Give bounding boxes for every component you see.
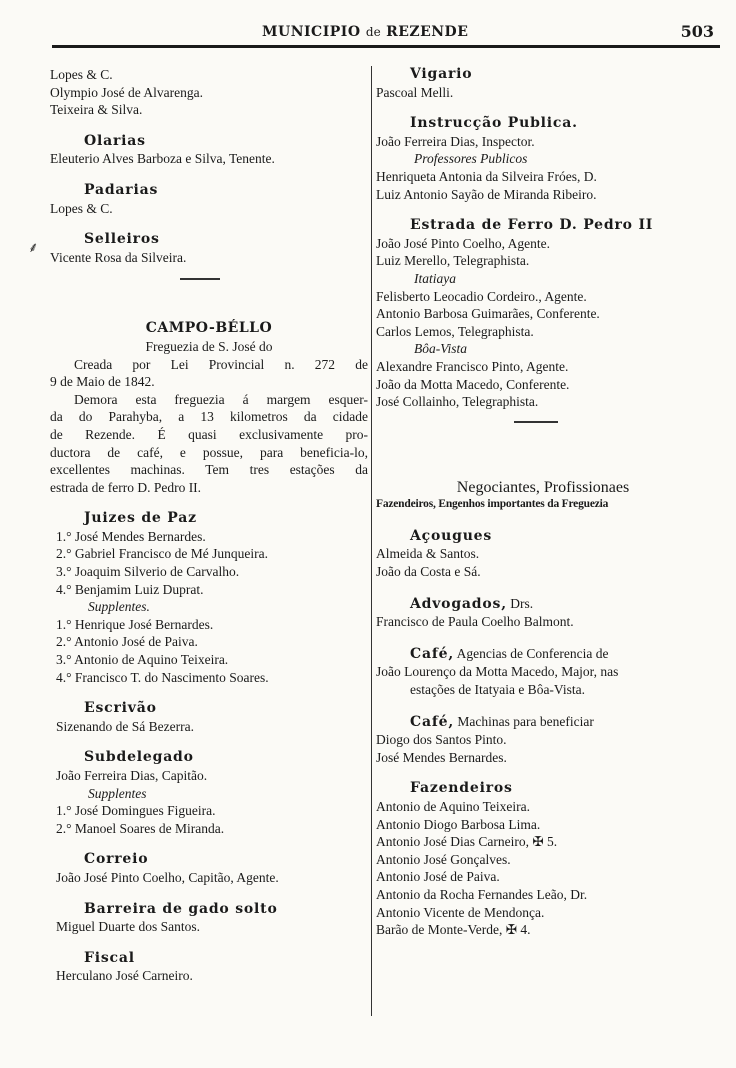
running-title-city: REZENDE [386,24,469,40]
paragraph-line: Demora esta freguezia á margem esquer- [74,391,368,407]
page-number: 503 [680,22,714,41]
list-item: Antonio José de Paiva. [376,869,500,885]
subheading-supplentes: Supplentes. [88,599,150,615]
heading-fiscal: Fiscal [84,949,135,966]
running-title-municipio: MUNICIPIO [262,24,361,40]
paragraph-line: excellentes machinas. Tem tres estações da [50,462,368,478]
heading-fazendeiros: Fazendeiros [410,780,513,797]
list-item: 2.° Antonio José de Paiva. [56,634,198,650]
heading-selleiros: Selleiros [84,231,160,248]
list-item: Francisco de Paula Coelho Balmont. [376,614,574,630]
list-item: 3.° Joaquim Silverio de Carvalho. [56,564,240,580]
heading-juizes: Juizes de Paz [84,510,197,527]
heading-escrivao: Escrivão [84,700,157,717]
list-item: Antonio Diogo Barbosa Lima. [376,816,541,832]
campo-bello-description [50,356,368,497]
header-rule [52,45,720,48]
list-item: Eleuterio Alves Barboza e Silva, Tenente. [50,151,275,167]
list-item: 1.° José Mendes Bernardes. [56,528,206,544]
list-item: Vicente Rosa da Silveira. [50,249,187,265]
list-item: Antonio da Rocha Fernandes Leão, Dr. [376,886,588,902]
negociantes-title: Negociantes, Profissionaes [456,478,630,496]
subheading-professores: Professores Publicos [414,151,528,167]
list-item: Diogo dos Santos Pinto. [376,732,507,748]
heading-instruccao: Instrucção Publica. [410,115,578,132]
list-item: 1.° José Domingues Figueira. [56,803,216,819]
list-item: estações de Itatyaia e Bôa-Vista. [410,682,585,698]
heading-cafe-label: Café, [410,645,455,662]
list-item: Antonio de Aquino Teixeira. [376,799,531,814]
paragraph-line: Creada por Lei Provincial n. 272 de [74,356,368,372]
list-item: João Lourenço da Motta Macedo, Major, nas [376,664,619,680]
list-item: Lopes & C. [50,67,113,82]
list-item: Luiz Merello, Telegraphista. [376,253,530,269]
list-item: 3.° Antonio de Aquino Teixeira. [56,652,229,668]
list-item: João Ferreira Dias, Capitão. [56,768,208,783]
paragraph-line: estrada de ferro D. Pedro II. [50,479,202,495]
list-item: Olympio José de Alvarenga. [50,84,203,100]
list-item: João José Pinto Coelho, Agente. [376,235,550,251]
paragraph-line: de Rezende. É quasi exclusivamente pro- [50,426,368,442]
list-item: Antonio José Dias Carneiro, ✠ 5. [376,834,558,850]
list-item: Henriqueta Antonia da Silveira Fróes, D. [376,168,597,184]
campo-bello-subtitle: Freguezia de S. José do [145,338,273,354]
campo-bello-title: CAMPO-BÉLLO [145,320,273,337]
margin-mark-icon: ⸙ [28,241,39,256]
heading-vigario: Vigario [410,66,473,82]
top-list [50,66,368,119]
list-item: João Ferreira Dias, Inspector. [376,133,535,149]
list-item: João da Motta Macedo, Conferente. [376,376,570,392]
paragraph-line: 9 de Maio de 1842. [50,374,155,390]
list-item: Felisberto Leocadio Cordeiro., Agente. [376,288,587,304]
paragraph-line: ductora de café, e possue, para beneficia-lo, [50,444,368,460]
heading-estrada: Estrada de Ferro D. Pedro II [410,217,654,234]
list-item: Sizenando de Sá Bezerra. [56,718,194,734]
list-item: Pascoal Melli. [376,84,454,100]
subheading-boavista: Bôa-Vista [414,341,467,357]
subheading-supplentes: Supplentes [88,785,147,801]
list-item: Luiz Antonio Sayão de Miranda Ribeiro. [376,186,597,202]
heading-subdelegado: Subdelegado [84,749,194,766]
list-item: 4.° Benjamim Luiz Duprat. [56,581,204,597]
paragraph-line: da do Parahyba, a 13 kilometros da cidade [50,409,368,425]
section-divider [180,278,220,280]
list-item: José Mendes Bernardes. [376,749,507,765]
heading-correio: Correio [84,851,149,868]
right-column [376,66,710,939]
heading-advogados [376,595,710,614]
subheading-itatiaya: Itatiaya [414,270,456,286]
list-item: 2.° Gabriel Francisco de Mé Junqueira. [56,546,268,562]
list-item: Alexandre Francisco Pinto, Agente. [376,358,569,374]
list-item: Carlos Lemos, Telegraphista. [376,323,534,339]
list-item: Antonio Vicente de Mendonça. [376,904,545,920]
page-header [52,18,720,48]
heading-cafe-label: Café, [410,713,455,730]
heading-cafe-agencias [376,645,710,664]
running-title-de: de [365,25,381,39]
heading-padarias: Padarias [84,181,159,198]
heading-advogados-label: Advogados, [410,595,507,612]
list-item: Antonio José Gonçalves. [376,851,511,867]
list-item: 2.° Manoel Soares de Miranda. [56,820,225,836]
list-item: Lopes & C. [50,200,113,216]
heading-acougues: Açougues [410,527,493,544]
heading-advogados-tail: Drs. [506,595,534,611]
list-item: 1.° Henrique José Bernardes. [56,616,214,632]
heading-barreira: Barreira de gado solto [84,900,278,917]
list-item: 4.° Francisco T. do Nascimento Soares. [56,669,269,685]
list-item: Herculano José Carneiro. [56,968,193,984]
column-divider [371,66,372,1016]
running-title [262,24,468,40]
list-item: João da Costa e Sá. [376,564,481,580]
list-item: Almeida & Santos. [376,546,480,562]
list-item: Antonio Barbosa Guimarães, Conferente. [376,306,600,322]
heading-cafe-tail: Agencias de Conferencia de [454,645,609,661]
heading-cafe-tail: Machinas para beneficiar [454,713,594,729]
heading-olarias: Olarias [84,132,146,149]
negociantes-subtitle: Fazendeiros, Engenhos importantes da Freguezia [376,498,609,511]
heading-cafe-machinas [376,713,710,732]
list-item: Barão de Monte-Verde, ✠ 4. [376,922,531,938]
list-item: José Collainho, Telegraphista. [376,394,539,410]
section-divider [514,421,558,423]
list-item: Teixeira & Silva. [50,102,143,118]
list-item: Miguel Duarte dos Santos. [56,919,200,935]
left-column [50,66,368,985]
list-item: João José Pinto Coelho, Capitão, Agente. [56,869,279,885]
